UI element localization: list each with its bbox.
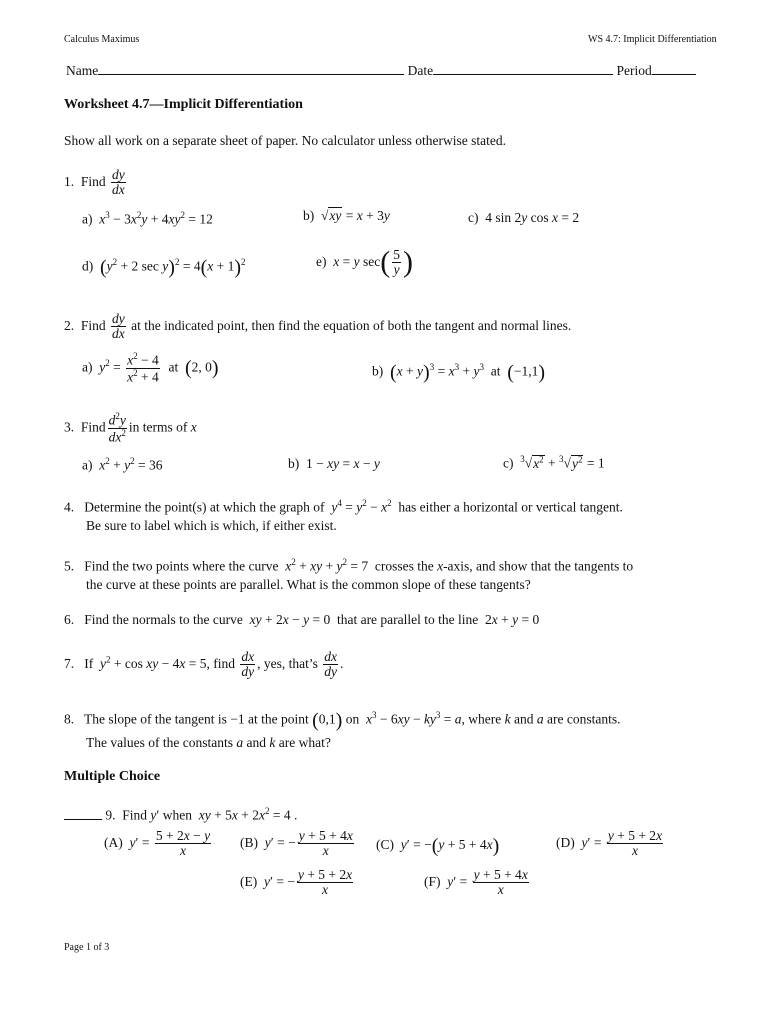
q8-line1: 8. The slope of the tangent is −1 at the point (0,1) on $x^3 - 6xy - ky^3 = a$, where k and a are constants. (64, 709, 621, 732)
choice-d[interactable]: (D) y′ = $\frac{y + 5 + 2x}{x}$ (556, 828, 663, 859)
header-right: WS 4.7: Implicit Differentiation (588, 34, 717, 45)
worksheet-title: Worksheet 4.7—Implicit Differentiation (64, 97, 303, 112)
q7: 7. If $y^2 + \cos$ xy − 4x = 5, find $\frac{dx}{dy}$ , yes, that’s $\frac{dx}{dy}$ . (64, 649, 344, 680)
q1-a: a) $x^3 - 3x^2y + 4xy^2 = 12$ (82, 210, 213, 227)
q3-prompt: 3. Find $\frac{d^2y}{dx^2}$ in terms of x (64, 411, 197, 445)
date-field[interactable] (433, 73, 613, 75)
choice-c[interactable]: (C) y′ = −(y + 5 + 4x) (376, 835, 500, 857)
period-field[interactable] (652, 73, 696, 75)
q5-line2: the curve at these points are parallel. What is the common slope of these tangents? (86, 577, 531, 592)
choice-b[interactable]: (B) y′ = − $\frac{y + 5 + 4x}{x}$ (240, 828, 353, 859)
q8-line2: The values of the constants a and k are what? (86, 735, 331, 750)
q1-c: c) 4 sin 2y cos x = 2 (468, 210, 580, 225)
q9-prompt: 9. Find y′ when xy + $5x + 2x^2 = 4$ . (64, 806, 297, 824)
q3-b: b) 1 − xy = x − y (288, 456, 380, 471)
q3-a: a) $x^2 + y^2 = 36$ (82, 456, 163, 473)
instructions: Show all work on a separate sheet of paper. No calculator unless otherwise stated. (64, 133, 506, 148)
choice-a[interactable]: (A) y′ = $\frac{5 + 2x - y}{x}$ (104, 828, 211, 859)
q3-c: c) $^3√x^2 + ^3√y^2 = 1$ (503, 454, 605, 471)
q2-prompt: 2. Find $\frac{dy}{dx}$ at the indicated point, then find the equation of both the tangent and normal lines. (64, 311, 572, 342)
q2-b: b) $(x + y)^3 = x^3 + y^3$ at (−1,1) (372, 361, 546, 384)
choice-f[interactable]: (F) y′ = $\frac{y + 5 + 4x}{x}$ (424, 867, 528, 898)
header-left: Calculus Maximus (64, 34, 140, 45)
date-label: Date (407, 63, 434, 78)
name-label: Name (66, 63, 99, 78)
page-footer: Page 1 of 3 (64, 942, 110, 953)
q1-b: b) √xy = x + 3y (303, 208, 390, 223)
q1-prompt: 1. Find $\frac{dy}{dx}$ (64, 167, 125, 198)
name-row (66, 63, 696, 79)
q4-line1: 4. Determine the point(s) at which the graph of $y^4 = y^2 - x^2$ has either a horizontal or vertical tangent. (64, 498, 623, 515)
choice-e[interactable]: (E) y′ = − $\frac{y + 5 + 2x}{x}$ (240, 867, 353, 898)
q1-e: e) x = y sec( $\frac{5}{y}$ ) (316, 245, 413, 279)
period-label: Period (616, 63, 652, 78)
q6: 6. Find the normals to the curve xy + 2x − y = 0 that are parallel to the line 2x + y = 0 (64, 612, 540, 627)
q2-a: a) $y^2$ = $\frac{x^2 - 4}{x^2 + 4}$ at (2, 0) (82, 351, 219, 385)
q4-line2: Be sure to label which is which, if either exist. (86, 518, 337, 533)
mc-title: Multiple Choice (64, 769, 161, 784)
q1-d: d) ($y^2 + 2$ $\sec y)^2 = 4(x + 1)^2$ (82, 256, 246, 279)
answer-blank[interactable] (64, 818, 102, 820)
q5-line1: 5. Find the two points where the curve $x^2$ + xy + $y^2 = 7$ crosses the x-axis, and show that the tangents to (64, 557, 634, 574)
name-field[interactable] (98, 73, 404, 75)
